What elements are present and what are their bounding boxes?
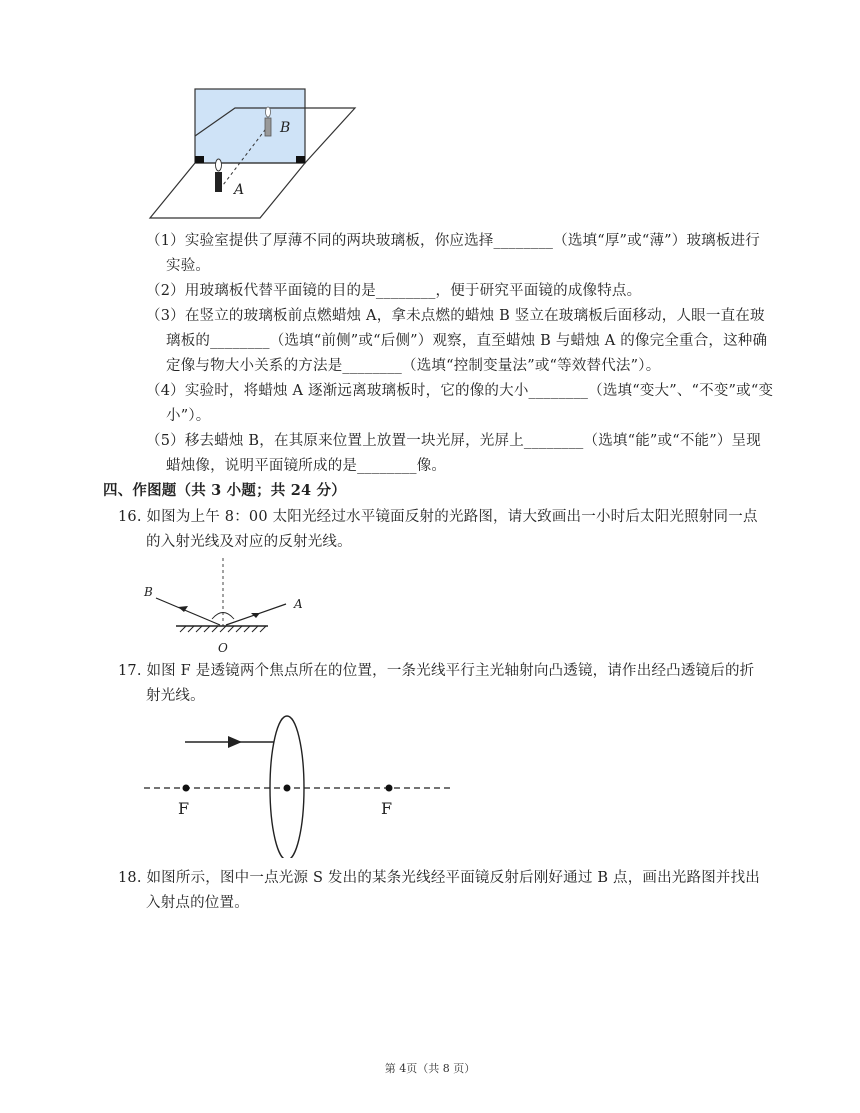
candle-b-flame-image <box>266 107 271 117</box>
label-a: A <box>294 597 303 611</box>
reflected-ray <box>156 598 220 625</box>
label-b: B <box>280 120 291 136</box>
q15-sub1-line1: （1）实验室提供了厚薄不同的两块玻璃板，你应选择________（选填“厚”或“薄”）玻璃板进行 <box>146 233 760 249</box>
section-heading: 四、作图题（共 3 小题；共 24 分） <box>103 482 346 499</box>
page-footer: 第 4页（共 8 页） <box>384 1062 476 1075</box>
q16-line2: 的入射光线及对应的反射光线。 <box>146 534 352 550</box>
label-f-left: F <box>178 799 190 818</box>
q15-sub5-line1: （5）移去蜡烛 B，在其原来位置上放置一块光屏，光屏上________（选填“能”或“不能”）呈现 <box>146 433 761 449</box>
q18-line1: 18. 如图所示，图中一点光源 S 发出的某条光线经平面镜反射后刚好通过 B 点，画出光路图并找出 <box>118 870 760 886</box>
q15-sub4-line2: 小”）。 <box>166 408 211 424</box>
q15-sub1-line2: 实验。 <box>166 258 211 274</box>
mirror-hatching <box>180 626 266 632</box>
candle-a-flame <box>216 159 222 171</box>
q15-sub4-line1: （4）实验时，将蜡烛 A 逐渐远离玻璃板时，它的像的大小________（选填“变大”、“不变”或“变 <box>146 383 774 399</box>
plate-base-left <box>195 156 204 163</box>
q15-sub3-line3: 定像与物大小关系的方法是________（选填“控制变量法”或“等效替代法”）。 <box>166 358 661 374</box>
glass-plate-experiment-figure <box>140 84 370 224</box>
q18-line2: 入射点的位置。 <box>146 895 249 911</box>
label-a: A <box>234 182 245 198</box>
focal-point-left <box>183 785 190 792</box>
label-f-right: F <box>381 799 393 818</box>
table-surface <box>150 163 305 218</box>
q15-sub3-line2: 璃板的________（选填“前侧”或“后侧”）观察，直至蜡烛 B 与蜡烛 A 的像完全重合，这种确 <box>166 333 768 349</box>
q16-line1: 16. 如图为上午 8：00 太阳光经过水平镜面反射的光路图，请大致画出一小时后太阳光照射同一点 <box>118 509 758 525</box>
convex-lens-figure <box>140 708 470 858</box>
plate-base-right <box>296 156 305 163</box>
q17-line1: 17. 如图 F 是透镜两个焦点所在的位置，一条光线平行主光轴射向凸透镜，请作出经凸透镜后的折 <box>118 663 755 679</box>
optical-center <box>284 785 291 792</box>
q15-sub2-line1: （2）用玻璃板代替平面镜的目的是________，便于研究平面镜的成像特点。 <box>146 283 642 299</box>
label-o: O <box>218 641 228 655</box>
q15-sub3-line1: （3）在竖立的玻璃板前点燃蜡烛 A，拿未点燃的蜡烛 B 竖立在玻璃板后面移动，人眼一直在玻 <box>146 308 765 324</box>
label-b: B <box>144 585 153 599</box>
reflection-figure <box>138 556 318 656</box>
q17-line2: 射光线。 <box>146 688 205 704</box>
candle-b <box>265 118 271 136</box>
q15-sub5-line2: 蜡烛像，说明平面镜所成的是________像。 <box>166 458 447 474</box>
candle-a <box>215 172 222 192</box>
focal-point-right <box>386 785 393 792</box>
